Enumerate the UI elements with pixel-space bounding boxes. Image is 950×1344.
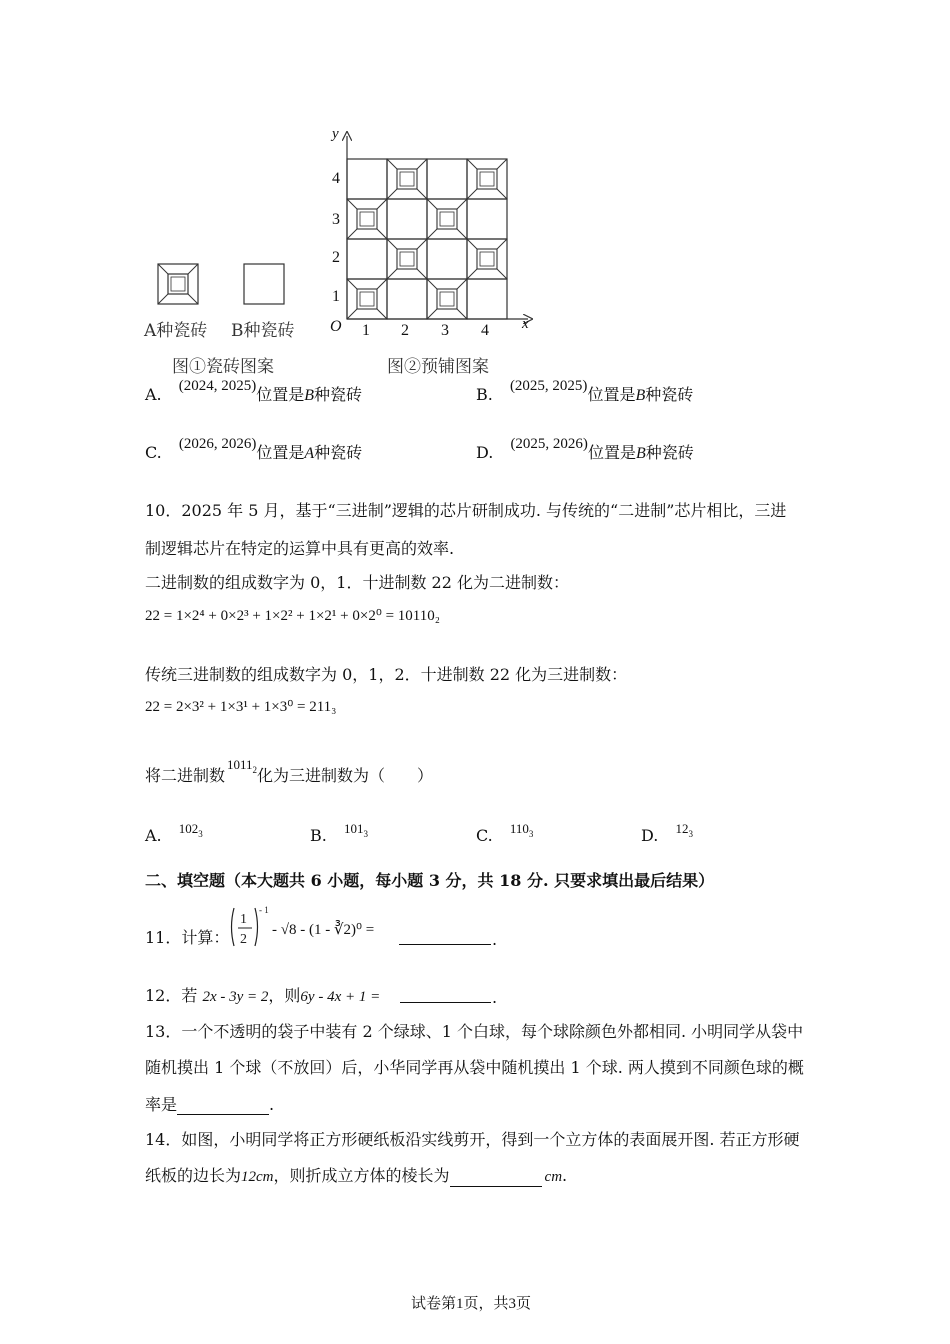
tile-b-cell — [387, 279, 427, 319]
tile-b-cell — [387, 199, 427, 239]
tile-a-diagonal — [417, 239, 427, 249]
q14-line-1: 14．如图，小明同学将正方形硬纸板沿实线剪开，得到一个立方体的表面展开图. 若正方形硬 — [145, 1130, 800, 1149]
option-num: 110 — [509, 821, 529, 836]
x-tick-1: 1 — [362, 322, 370, 339]
binary-equation: 22 = 1×2⁴ + 0×2³ + 1×2² + 1×2¹ + 0×2⁰ = 10110₂ — [145, 608, 440, 624]
x-tick-3: 3 — [441, 322, 449, 339]
option-text: 位置是 — [587, 385, 636, 404]
tile-a-diagonal — [457, 279, 467, 289]
origin-label: O — [330, 318, 342, 335]
tile-a-inner-square — [360, 292, 374, 306]
y-tick-3: 3 — [332, 211, 340, 228]
q13-line-2: 随机摸出 1 个球（不放回）后，小华同学再从袋中随机摸出 1 个球. 两人摸到不同颜色球的概 — [145, 1058, 804, 1077]
tile-a-diagonal — [377, 279, 387, 289]
coord: (2025, 2026) — [510, 436, 588, 452]
option-tail: 种瓷砖 — [645, 443, 694, 462]
tile-a-diagonal — [467, 269, 477, 279]
q12-expression: 6y - 4x + 1 = — [300, 989, 381, 1005]
q14-side-length: 12cm — [241, 1169, 274, 1185]
tile-a-diagonal — [417, 189, 427, 199]
svg-text:1: 1 — [240, 912, 247, 927]
tiling-grid-figure — [320, 128, 540, 338]
tile-a-diagonal — [457, 229, 467, 239]
tile-a-diagonal — [427, 229, 437, 239]
q9-option-b — [476, 378, 694, 406]
q13-line-3-pre: 率是 — [145, 1095, 178, 1114]
option-letter: D. — [641, 826, 659, 845]
figure-2-caption: 图②预铺图案 — [387, 357, 489, 377]
option-letter: D. — [476, 443, 494, 462]
q14-answer-blank[interactable] — [450, 1170, 542, 1187]
tile-a-inner-square — [360, 212, 374, 226]
tile-a-inner-square — [440, 212, 454, 226]
q12 — [145, 986, 380, 1007]
q10-line-2: 制逻辑芯片在特定的运算中具有更高的效率. — [145, 539, 455, 558]
tile-a-diagonal — [467, 159, 477, 169]
tile-a-diagonal — [377, 229, 387, 239]
tile-a-diagonal — [387, 239, 397, 249]
q12-label: 12．若 — [145, 986, 198, 1005]
q14-line-2-mid: ，则折成立方体的棱长为 — [273, 1166, 450, 1185]
option-num: 12 — [675, 821, 689, 836]
option-num: 102 — [178, 821, 199, 836]
x-tick-4: 4 — [481, 322, 489, 339]
tile-b-cell — [347, 239, 387, 279]
svg-text:2: 2 — [240, 932, 247, 947]
option-letter: C. — [145, 443, 162, 462]
q10-option-c — [476, 821, 534, 848]
tile-a-diagonal — [347, 199, 357, 209]
tile-a-label: A种瓷砖 — [144, 321, 208, 341]
q10-option-a — [145, 821, 203, 848]
tile-a-figure — [157, 263, 201, 307]
tile-a-diagonal — [497, 269, 507, 279]
y-tick-4: 4 — [332, 170, 340, 187]
q11-expression: - √8 - (1 - ∛2)⁰ = — [272, 922, 375, 938]
q13-line-1: 13．一个不透明的袋子中装有 2 个绿球、1 个白球，每个球除颜色外都相同. 小明同学从袋中 — [145, 1022, 804, 1041]
q11-label: 11．计算： — [145, 928, 230, 947]
q11-end: . — [492, 930, 498, 949]
option-var: A — [304, 445, 315, 462]
tile-b-figure — [243, 263, 287, 307]
option-tail: 种瓷砖 — [314, 443, 363, 462]
tile-a-diagonal — [377, 199, 387, 209]
option-tail: 种瓷砖 — [645, 385, 694, 404]
tile-a-diagonal — [457, 309, 467, 319]
q10-option-d — [641, 821, 693, 848]
tile-a-diagonal — [467, 239, 477, 249]
tile-a-diagonal — [497, 189, 507, 199]
tile-a-diagonal — [387, 189, 397, 199]
option-var: B — [635, 445, 646, 462]
tile-a-diagonal — [497, 239, 507, 249]
prompt-pre: 将二进制数 — [145, 766, 226, 785]
option-text: 位置是 — [256, 385, 305, 404]
q10-option-b — [310, 821, 368, 848]
ternary-equation: 22 = 2×3² + 1×3¹ + 1×3⁰ = 211₃ — [145, 699, 337, 715]
option-letter: B. — [476, 385, 493, 404]
q14-line-2 — [145, 1166, 567, 1187]
tile-a-inner-square — [400, 252, 414, 266]
q14-unit: cm — [544, 1169, 563, 1185]
tile-b-cell — [427, 239, 467, 279]
q13-line-3 — [145, 1095, 274, 1115]
tile-a-diagonal — [417, 269, 427, 279]
q14-end: . — [562, 1166, 568, 1185]
option-tail: 种瓷砖 — [314, 385, 363, 404]
q10-line-3: 二进制数的组成数字为 0，1．十进制数 22 化为二进制数： — [145, 573, 569, 592]
coord: (2026, 2026) — [178, 436, 257, 452]
tile-a-diagonal — [417, 159, 427, 169]
section-2-heading: 二、填空题（本大题共 6 小题，每小题 3 分，共 18 分. 只要求填出最后结果） — [145, 871, 715, 890]
q9-option-d — [476, 436, 694, 464]
option-sub: 3 — [688, 829, 693, 839]
q12-condition: 2x - 3y = 2 — [202, 989, 269, 1005]
option-sub: 3 — [363, 829, 368, 839]
q9-option-a — [145, 378, 363, 406]
axis-x-label: x — [522, 316, 529, 332]
page-footer: 试卷第1页，共3页 — [411, 1296, 532, 1312]
tile-b-label: B种瓷砖 — [231, 321, 295, 341]
tile-b-cell — [347, 159, 387, 199]
option-letter: C. — [476, 826, 493, 845]
y-tick-2: 2 — [332, 249, 340, 266]
q14-line-2-pre: 纸板的边长为 — [145, 1166, 242, 1185]
coord: (2025, 2025) — [509, 378, 588, 394]
q10-line-1: 10．2025 年 5 月，基于“三进制”逻辑的芯片研制成功. 与传统的“二进制”芯片相比，三进 — [145, 501, 787, 520]
q12-end: . — [492, 988, 498, 1007]
q12-mid: ，则 — [268, 986, 301, 1005]
figure-1-caption: 图①瓷砖图案 — [172, 357, 274, 377]
prompt-post: 化为三进制数为（ ） — [257, 766, 434, 785]
q9-option-c — [145, 436, 363, 464]
axis-y-label: y — [332, 126, 339, 142]
coord: (2024, 2025) — [178, 378, 257, 394]
tile-a-diagonal — [347, 309, 357, 319]
option-letter: B. — [310, 826, 327, 845]
option-letter: A. — [145, 826, 162, 845]
tile-a-diagonal — [347, 229, 357, 239]
q11 — [145, 928, 229, 948]
tile-a-inner-square — [480, 172, 494, 186]
tile-b-cell — [467, 199, 507, 239]
q10-line-4: 传统三进制数的组成数字为 0，1，2．十进制数 22 化为三进制数： — [145, 665, 628, 684]
option-sub: 3 — [528, 829, 534, 839]
tile-a-diagonal — [427, 309, 437, 319]
prompt-sub: 2 — [252, 765, 258, 775]
tile-a-diagonal — [377, 309, 387, 319]
tile-b-cell — [467, 279, 507, 319]
option-var: B — [304, 387, 315, 404]
q13-answer-blank[interactable] — [177, 1098, 269, 1115]
tile-a-diagonal — [467, 189, 477, 199]
q13-end: . — [269, 1095, 275, 1114]
tile-a-diagonal — [427, 279, 437, 289]
tile-a-inner-square — [480, 252, 494, 266]
option-var: B — [635, 387, 646, 404]
tile-a-diagonal — [497, 159, 507, 169]
q12-answer-blank[interactable] — [400, 986, 491, 1003]
q10-prompt — [145, 757, 434, 788]
option-sub: 3 — [198, 829, 203, 839]
prompt-num: 1011 — [227, 757, 253, 772]
q11-half-inverse — [228, 903, 270, 951]
option-text: 位置是 — [256, 443, 305, 462]
tile-a-diagonal — [457, 199, 467, 209]
tile-a-inner-square — [440, 292, 454, 306]
y-tick-1: 1 — [332, 288, 340, 305]
x-tick-2: 2 — [401, 322, 409, 339]
q11-answer-blank[interactable] — [399, 928, 491, 945]
tile-b-cell — [427, 159, 467, 199]
tile-a-diagonal — [387, 159, 397, 169]
tile-a-diagonal — [427, 199, 437, 209]
option-text: 位置是 — [587, 443, 636, 462]
tile-a-diagonal — [387, 269, 397, 279]
svg-text:- 1: - 1 — [259, 905, 269, 915]
tile-a-inner-square — [400, 172, 414, 186]
tile-a-diagonal — [347, 279, 357, 289]
option-num: 101 — [343, 821, 364, 836]
option-letter: A. — [145, 385, 162, 404]
